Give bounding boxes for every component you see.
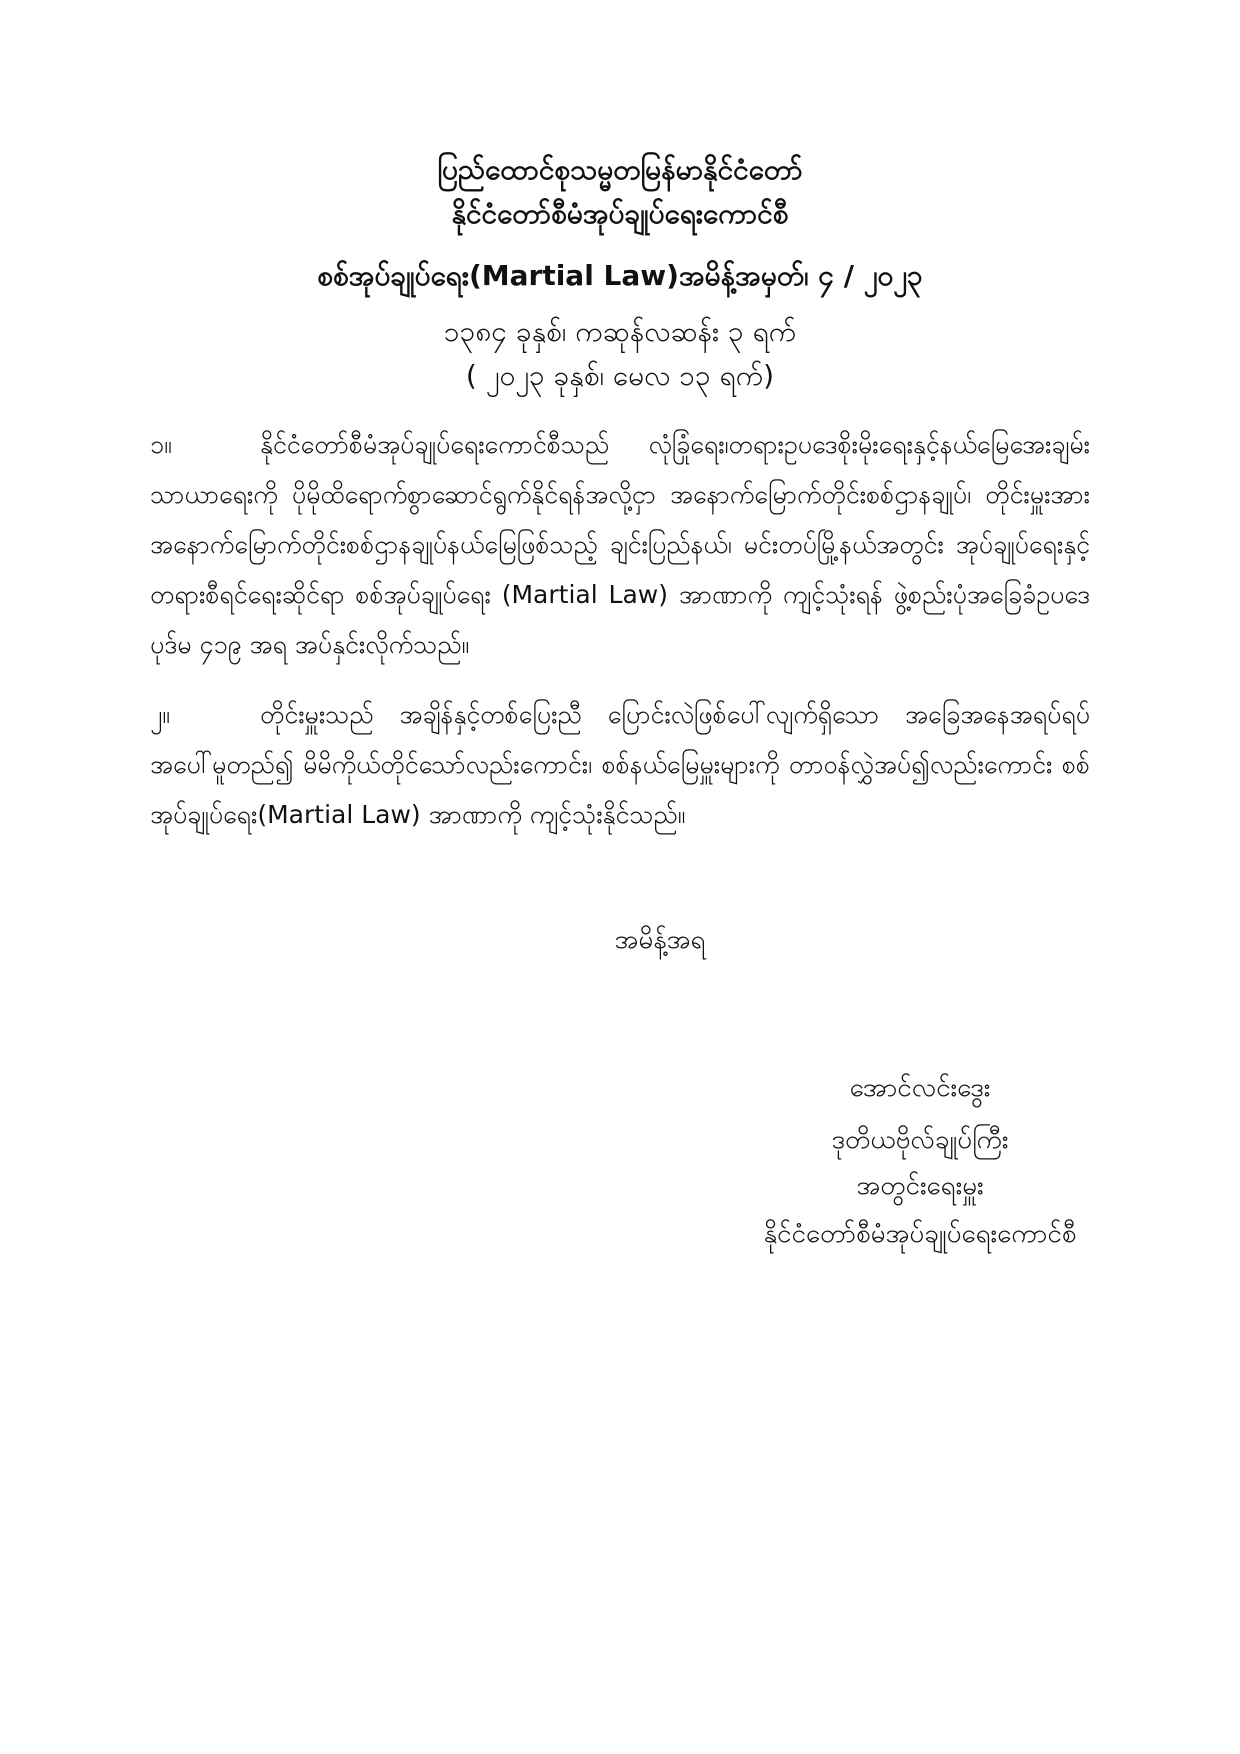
state-name-heading: ပြည်ထောင်စုသမ္မတမြန်မာနိုင်ငံတော် — [437, 153, 803, 186]
signatory-post: အတွင်းရေးမှူး — [856, 1171, 984, 1201]
paragraph-number: ၁။ — [150, 430, 172, 459]
paragraph-2 — [150, 690, 1090, 840]
date-gregorian-calendar: ( ၂၀၂၃ ခုနှစ်၊ မေလ ၁၃ ရက်) — [465, 359, 775, 392]
signatory-name: အောင်လင်းဒွေး — [849, 1073, 991, 1103]
council-name-heading: နိုင်ငံတော်စီမံအုပ်ချုပ်ရေးကောင်စီ — [451, 197, 789, 230]
order-title: စစ်အုပ်ချုပ်ရေး(Martial Law)အမိန့်အမှတ်၊ ၄ / ၂၀၂၃ — [317, 259, 923, 292]
paragraph-text: နိုင်ငံတော်စီမံအုပ်ချုပ်ရေးကောင်စီသည် လုံခြုံရေး၊တရားဥပဒေစိုးမိုးရေးနှင့်နယ်မြေအေးချမ်းသာယာရေးကို ပိုမိုထိရောက်စွာဆောင်ရွက်နိုင်ရန်အလို့ငှာ အနောက်မြောက်တိုင်းစစ်ဌာနချုပ်၊ တိုင်းမှူးအား အနောက်မြောက်တိုင်းစစ်ဌာနချုပ်နယ်မြေဖြစ်သည့် ချင်းပြည်နယ်၊ မင်းတပ်မြို့နယ်အတွင်း အုပ်ချုပ်ရေးနှင့် တရားစီရင်ရေးဆိုင်ရာ စစ်အုပ်ချုပ်ရေး (Martial Law) အာဏာကို ကျင့်သုံးရန် ဖွဲ့စည်းပုံအခြေခံဥပဒေပုဒ်မ ၄၁၉ အရ အပ်နှင်းလိုက်သည်။ — [150, 430, 1090, 659]
paragraph-text: တိုင်းမှူးသည် အချိန်နှင့်တစ်ပြေးညီ ပြောင်းလဲဖြစ်ပေါ်လျက်ရှိသော အခြေအနေအရပ်ရပ်အပေါ်မူတည်၍ မိမိကိုယ်တိုင်သော်လည်းကောင်း၊ စစ်နယ်မြေမှူးများကို တာဝန်လွှဲအပ်၍လည်းကောင်း စစ်အုပ်ချုပ်ရေး(Martial Law) အာဏာကို ကျင့်သုံးနိုင်သည်။ — [150, 700, 1090, 829]
paragraph-1 — [150, 420, 1090, 670]
date-myanmar-calendar: ၁၃၈၄ ခုနှစ်၊ ကဆုန်လဆန်း ၃ ရက် — [443, 315, 797, 348]
by-order-text: အမိန့်အရ — [614, 925, 706, 955]
paragraph-number: ၂။ — [150, 700, 170, 729]
signatory-organization: နိုင်ငံတော်စီမံအုပ်ချုပ်ရေးကောင်စီ — [763, 1219, 1077, 1249]
signatory-rank: ဒုတိယဗိုလ်ချုပ်ကြီး — [831, 1125, 1009, 1155]
